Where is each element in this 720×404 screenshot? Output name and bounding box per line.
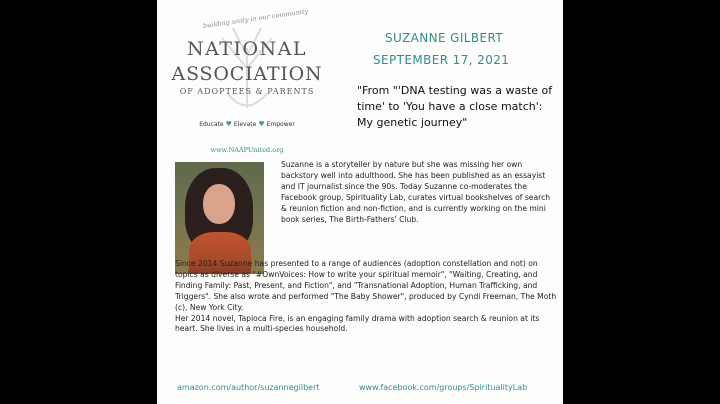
- speaker-photo: [175, 162, 264, 274]
- bio-paragraph-1: Suzanne is a storyteller by nature but she was missing her own backstory well into adulthood. She has been published as an essayist and IT journalist since the 90s. Today Suzanne co-moderates the Facebook group, Spirituality Lab, curates virtual bookshelves of search & reunion fiction and non-fiction, and is currently working on the mini book series, The Birth-Fathers' Club.: [281, 160, 551, 224]
- logo-values: [167, 120, 327, 128]
- logo-subtitle: OF ADOPTEES & PARENTS: [179, 87, 315, 96]
- logo-tagline: building unity in our community: [202, 7, 309, 30]
- event-date: SEPTEMBER 17, 2021: [373, 53, 510, 67]
- facebook-link[interactable]: www.facebook.com/groups/SpiritualityLab: [359, 383, 528, 392]
- value-empower: Empower: [266, 121, 295, 128]
- heart-icon: ♥: [225, 120, 232, 128]
- talk-title: "From "'DNA testing was a waste of time' to 'You have a close match': My genetic journey": [357, 84, 553, 129]
- logo-national: NATIONAL: [186, 38, 308, 60]
- website-link[interactable]: www.NAAPUnited.org: [210, 146, 284, 154]
- value-educate: Educate: [199, 121, 224, 128]
- value-elevate: Elevate: [233, 121, 257, 128]
- speaker-card: [157, 0, 563, 404]
- author-name: SUZANNE GILBERT: [385, 31, 504, 45]
- bio-paragraph-2: Since 2014 Suzanne has presented to a range of audiences (adoption constellation and not) on topics as diverse as "#OwnVoices: How to write your spiritual memoir", "Waiting, Creating, and Finding Family: Past, Present, and Fiction", and "Transnational Adoption, Human Trafficking, and Triggers". She also wrote and performed "The Baby Shower", produced by Cyndi Freeman, The Moth (c), New York City.: [175, 259, 557, 312]
- bio-paragraph-3: Her 2014 novel, Tapioca Fire, is an engaging family drama with adoption search & reunion at its heart. She lives in a multi-species household.: [175, 313, 540, 334]
- photo-face: [203, 184, 235, 224]
- logo-association: ASSOCIATION: [171, 63, 323, 85]
- bio-details: [175, 259, 559, 335]
- amazon-link[interactable]: amazon.com/author/suzannegilbert: [177, 383, 320, 392]
- heart-icon: ♥: [258, 120, 265, 128]
- bio-intro: [281, 160, 556, 225]
- naap-logo: [167, 7, 327, 154]
